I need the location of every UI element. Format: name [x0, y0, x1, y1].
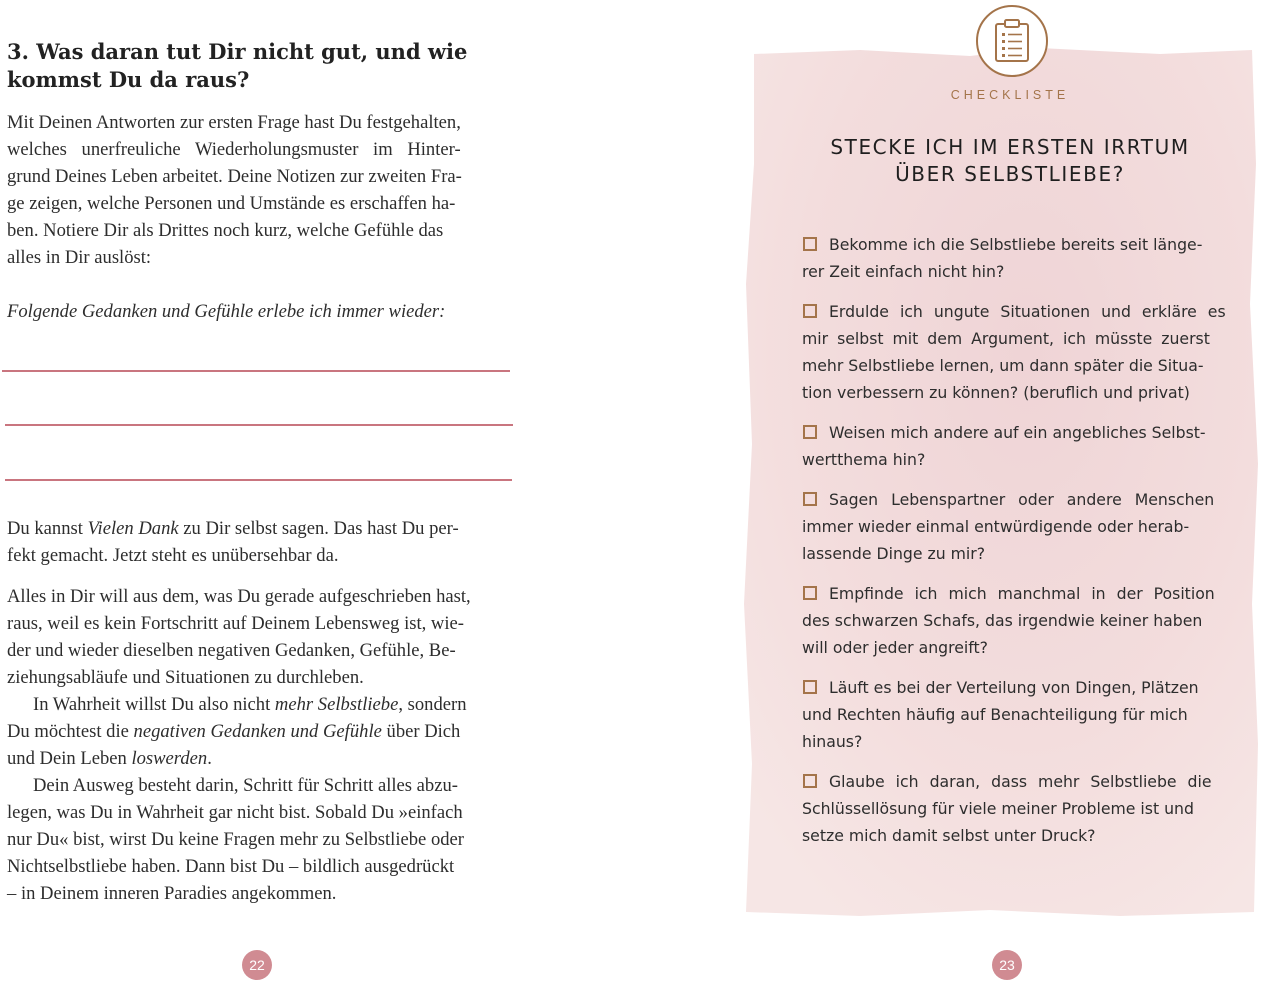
text-line: nur Du« bist, wirst Du keine Fragen mehr zu Selbstliebe oder	[7, 829, 464, 850]
item-text: immer wieder einmal entwürdigende oder herab-	[802, 517, 1190, 536]
left-page	[0, 0, 640, 984]
text-line	[7, 515, 509, 542]
prompt-text: Folgende Gedanken und Gefühle erlebe ich immer wieder:	[7, 301, 446, 322]
checklist-item	[802, 674, 1212, 755]
item-text: Bekomme ich die Selbstliebe bereits seit länge-	[829, 235, 1203, 254]
text-line: Mit Deinen Antworten zur ersten Frage hast Du festgehalten,	[7, 112, 461, 133]
item-text: rer Zeit einfach nicht hin?	[802, 262, 1005, 281]
item-text: lassende Dinge zu mir?	[802, 544, 986, 563]
checkbox[interactable]	[803, 774, 817, 788]
body-paragraph	[7, 583, 509, 907]
text-line	[7, 745, 509, 772]
item-first-line	[802, 768, 1212, 795]
text-line: welches unerfreuliche Wiederholungsmuster im Hinter-	[7, 139, 461, 160]
checklist	[802, 231, 1226, 862]
intro-paragraph	[7, 109, 509, 271]
item-text: hinaus?	[802, 732, 863, 751]
checklist-item	[802, 419, 1212, 473]
section-heading	[7, 38, 507, 94]
text-line: alles in Dir auslöst:	[7, 247, 152, 268]
text-run: über Dich	[381, 721, 461, 742]
text-line: raus, weil es kein Fortschritt auf Deinem Lebensweg ist, wie-	[7, 613, 464, 634]
checklist-item	[802, 298, 1226, 406]
text-run: Du kannst	[7, 518, 88, 539]
checklist-item	[802, 768, 1212, 849]
item-first-line	[802, 231, 1212, 258]
text-line: Alles in Dir will aus dem, was Du gerade aufgeschrieben hast,	[7, 586, 471, 607]
item-first-line	[802, 674, 1212, 701]
title-line: ÜBER SELBSTLIEBE?	[895, 162, 1125, 186]
item-text: des schwarzen Schafs, das irgendwie keiner haben	[802, 611, 1203, 630]
text-line: grund Deines Leben arbeitet. Deine Notizen zur zweiten Fra-	[7, 166, 462, 187]
emphasis-text: loswerden	[131, 748, 208, 769]
text-run: Du möchtest die	[7, 721, 134, 742]
item-text: will oder jeder angreift?	[802, 638, 988, 657]
heading-line: kommst Du da raus?	[7, 67, 250, 92]
text-line: ben. Notiere Dir als Drittes noch kurz, welche Gefühle das	[7, 220, 444, 241]
text-line: legen, was Du in Wahrheit gar nicht bist. Sobald Du »einfach	[7, 802, 463, 823]
writing-line	[5, 479, 512, 481]
text-run: In Wahrheit willst Du also nicht	[33, 694, 275, 715]
emphasis-text: Vielen Dank	[87, 518, 179, 539]
text-line	[7, 718, 509, 745]
writing-prompt	[7, 298, 509, 325]
page-number: 23	[992, 950, 1022, 980]
text-run: zu Dir selbst sagen. Das hast Du per-	[178, 518, 459, 539]
checklist-title	[790, 134, 1230, 188]
item-text: mehr Selbstliebe lernen, um dann später die Situa-	[802, 356, 1204, 375]
checkbox[interactable]	[803, 304, 817, 318]
item-text: Empfinde ich mich manchmal in der Position	[829, 584, 1215, 603]
clipboard-badge	[976, 5, 1048, 77]
text-run: .	[207, 748, 212, 769]
checklist-item	[802, 486, 1215, 567]
checklist-kicker: CHECKLISTE	[950, 88, 1070, 102]
item-text: setze mich damit selbst unter Druck?	[802, 826, 1096, 845]
text-line: fekt gemacht. Jetzt steht es unübersehbar da.	[7, 545, 339, 566]
writing-line	[2, 370, 510, 372]
checkbox[interactable]	[803, 586, 817, 600]
checkbox[interactable]	[803, 492, 817, 506]
text-line: ziehungsabläufe und Situationen zu durchleben.	[7, 667, 364, 688]
item-text: Sagen Lebenspartner oder andere Menschen	[829, 490, 1215, 509]
checkbox[interactable]	[803, 680, 817, 694]
item-text: wertthema hin?	[802, 450, 926, 469]
emphasis-text: mehr Selbstliebe	[274, 694, 399, 715]
thanks-paragraph	[7, 515, 509, 569]
item-text: Läuft es bei der Verteilung von Dingen, Plätzen	[829, 678, 1199, 697]
writing-line	[5, 424, 513, 426]
checkbox[interactable]	[803, 237, 817, 251]
checklist-item	[802, 231, 1212, 285]
item-text: Schlüssellösung für viele meiner Probleme ist und	[802, 799, 1194, 818]
clipboard-icon	[992, 19, 1032, 63]
title-line: STECKE ICH IM ERSTEN IRRTUM	[830, 135, 1190, 159]
item-text: Erdulde ich ungute Situationen und erkläre es	[829, 302, 1226, 321]
item-first-line	[802, 298, 1226, 325]
item-text: und Rechten häufig auf Benachteiligung für mich	[802, 705, 1188, 724]
text-run: und Dein Leben	[7, 748, 132, 769]
text-line: ge zeigen, welche Personen und Umstände es erschaffen ha-	[7, 193, 456, 214]
item-text: mir selbst mit dem Argument, ich müsste zuerst	[802, 329, 1210, 348]
text-line: der und wieder dieselben negativen Gedanken, Gefühle, Be-	[7, 640, 456, 661]
text-line: Nichtselbstliebe haben. Dann bist Du – bildlich ausgedrückt	[7, 856, 455, 877]
item-text: tion verbessern zu können? (beruflich und privat)	[802, 383, 1190, 402]
item-first-line	[802, 486, 1215, 513]
text-line: Dein Ausweg besteht darin, Schritt für Schritt alles abzu-	[33, 775, 458, 796]
checklist-item	[802, 580, 1215, 661]
right-page	[640, 0, 1281, 984]
checkbox[interactable]	[803, 425, 817, 439]
item-first-line	[802, 580, 1215, 607]
item-first-line	[802, 419, 1212, 446]
heading-line: 3. Was daran tut Dir nicht gut, und wie	[7, 39, 468, 64]
emphasis-text: negativen Gedanken und Gefühle	[133, 721, 382, 742]
text-run: , sondern	[398, 694, 467, 715]
item-text: Glaube ich daran, dass mehr Selbstliebe die	[829, 772, 1212, 791]
text-line	[7, 691, 509, 718]
page-number: 22	[242, 950, 272, 980]
item-text: Weisen mich andere auf ein angebliches Selbst-	[829, 423, 1206, 442]
text-line: – in Deinem inneren Paradies angekommen.	[7, 883, 337, 904]
